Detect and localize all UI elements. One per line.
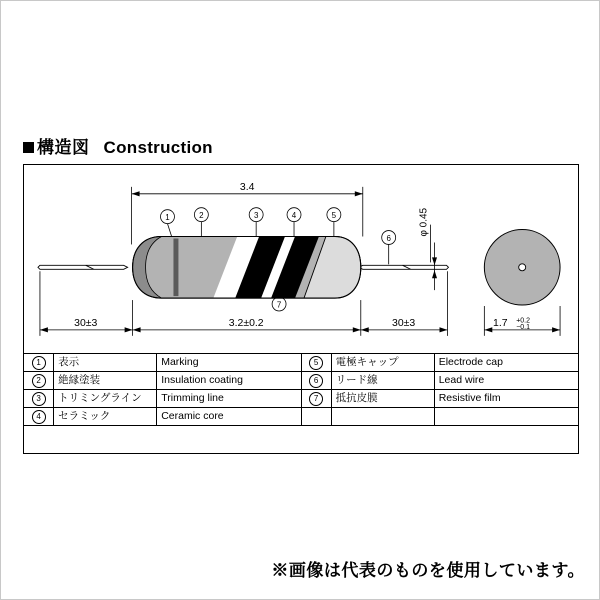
dim-body-tol-plus: +0.2	[516, 317, 530, 325]
circled-number-icon: 1	[32, 356, 46, 370]
dim-lead-right: 30±3	[392, 317, 416, 329]
dim-body-length: 3.2±0.2	[228, 317, 264, 329]
legend-en-2: Insulation coating	[157, 372, 301, 390]
legend-num-2	[24, 372, 54, 390]
table-row	[24, 408, 579, 426]
legend-jp-5: 電極キャップ	[331, 354, 434, 372]
arrow-body-a	[133, 327, 141, 332]
legend-en-empty	[434, 408, 578, 426]
legend-en-3: Trimming line	[157, 390, 301, 408]
legend-en-6: Lead wire	[434, 372, 578, 390]
callout-1-label: 1	[165, 213, 170, 223]
legend-jp-7: 抵抗皮膜	[331, 390, 434, 408]
arrow-lead-right-b	[440, 327, 448, 332]
circled-number-icon: 3	[32, 392, 46, 406]
lead-wire-left	[38, 265, 128, 269]
arrow-overall-right	[355, 191, 363, 196]
circled-number-icon: 6	[309, 374, 323, 388]
dim-body-tol-minus: −0.1	[516, 323, 530, 331]
arrow-overall-left	[132, 191, 140, 196]
callout-2-label: 2	[199, 211, 204, 221]
callout-4-label: 4	[291, 211, 297, 221]
legend-jp-2: 絶縁塗装	[54, 372, 157, 390]
dim-overall-length: 3.4	[239, 181, 255, 193]
arrow-lead-left-a	[40, 327, 48, 332]
section-title-jp: 構造図	[37, 138, 90, 157]
arrow-lead-dia-bottom	[432, 270, 437, 278]
legend-num-4	[24, 408, 54, 426]
callout-5-label: 5	[331, 211, 337, 221]
legend-num-6	[301, 372, 331, 390]
marking-band	[173, 238, 178, 296]
table-row	[24, 372, 579, 390]
legend-num-7	[301, 390, 331, 408]
legend-jp-3: トリミングライン	[54, 390, 157, 408]
legend-jp-6: リード線	[331, 372, 434, 390]
legend-num-5	[301, 354, 331, 372]
legend-en-4: Ceramic core	[157, 408, 301, 426]
arrow-lead-dia-top	[432, 257, 437, 265]
legend-en-7: Resistive film	[434, 390, 578, 408]
table-row	[24, 390, 579, 408]
circled-number-icon: 2	[32, 374, 46, 388]
arrow-endview-b	[552, 327, 560, 332]
circled-number-icon: 4	[32, 410, 46, 424]
legend-num-empty	[301, 408, 331, 426]
legend-jp-4: セラミック	[54, 408, 157, 426]
arrow-endview-a	[484, 327, 492, 332]
callout-6-label: 6	[386, 233, 391, 243]
dim-body-diameter: 1.7	[493, 317, 508, 329]
circled-number-icon: 5	[309, 356, 323, 370]
arrow-lead-left-b	[125, 327, 133, 332]
dim-lead-diameter: φ 0.45	[418, 208, 430, 237]
callout-3-label: 3	[253, 211, 259, 221]
title-marker-icon	[23, 133, 90, 158]
arrow-lead-right-a	[361, 327, 369, 332]
legend-jp-1: 表示	[54, 354, 157, 372]
callout-7-label: 7	[276, 300, 282, 310]
legend-en-1: Marking	[157, 354, 301, 372]
arrow-body-b	[353, 327, 361, 332]
legend-table	[23, 353, 579, 426]
section-title	[23, 133, 213, 158]
table-row	[24, 354, 579, 372]
section-title-en: Construction	[103, 138, 213, 157]
dim-lead-left: 30±3	[74, 317, 98, 329]
legend-en-5: Electrode cap	[434, 354, 578, 372]
circled-number-icon: 7	[309, 392, 323, 406]
end-view-lead	[519, 264, 526, 271]
legend-jp-empty	[331, 408, 434, 426]
legend-num-3	[24, 390, 54, 408]
representative-image-note: ※画像は代表のものを使用しています。	[271, 561, 585, 580]
legend-num-1	[24, 354, 54, 372]
